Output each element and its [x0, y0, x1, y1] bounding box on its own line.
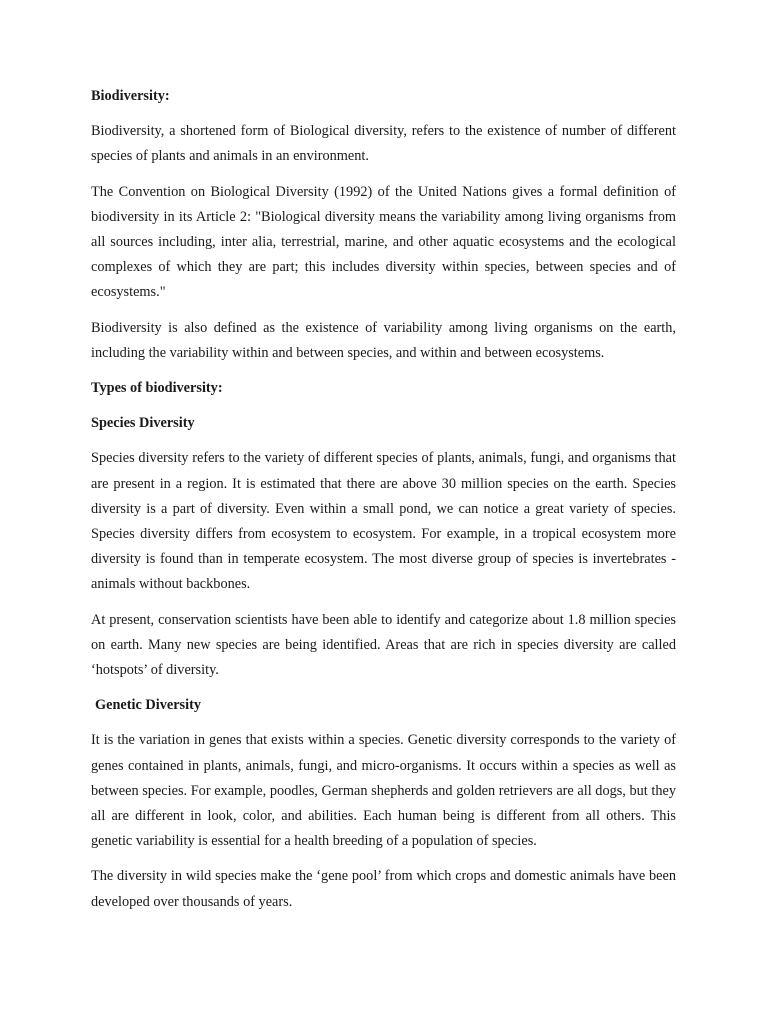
paragraph-gene-pool: The diversity in wild species make the ‘gene pool’ from which crops and domestic animals have been developed over thousands of years. — [91, 868, 676, 910]
section-heading-genetic-diversity: Genetic Diversity — [95, 697, 201, 714]
section-heading-types: Types of biodiversity: — [91, 380, 223, 397]
paragraph-species-diversity: Species diversity refers to the variety of different species of plants, animals, fungi, and organisms that are present in a region. It is estimated that there are above 30 million species on the earth. Species diversity is a part of diversity. Even within a small pond, we can notice a great variety of species. Species diversity differs from ecosystem to ecosystem. For example, in a tropical ecosystem more diversity is found than in temperate ecosystem. The most diverse group of species is invertebrates - animals without backbones. — [91, 450, 676, 593]
paragraph-variability-definition: Biodiversity is also defined as the existence of variability among living organisms on the earth, including the variability within and between species, and within and between ecosystems. — [91, 319, 676, 361]
paragraph-convention-definition: The Convention on Biological Diversity (1992) of the United Nations gives a formal definition of biodiversity in its Article 2: "Biological diversity means the variability among living organisms from all sources including, inter alia, terrestrial, marine, and other aquatic ecosystems and the ecological complexes of which they are part; this includes diversity within species, between species and of ecosystems." — [91, 183, 676, 301]
paragraph-biodiversity-definition: Biodiversity, a shortened form of Biological diversity, refers to the existence of number of different species of plants and animals in an environment. — [91, 123, 676, 165]
paragraph-genetic-diversity: It is the variation in genes that exists within a species. Genetic diversity corresponds to the variety of genes contained in plants, animals, fungi, and micro-organisms. It occurs within a species as well as between species. For example, poodles, German shepherds and golden retrievers are all dogs, but they all are different in look, color, and abilities. Each human being is different from all others. This genetic variability is essential for a health breeding of a population of species. — [91, 732, 676, 850]
section-heading-species-diversity: Species Diversity — [91, 415, 195, 432]
document-page — [91, 84, 676, 925]
paragraph-species-count: At present, conservation scientists have been able to identify and categorize about 1.8 million species on earth. Many new species are being identified. Areas that are rich in species diversity are called ‘hotspots’ of diversity. — [91, 611, 676, 679]
section-heading-biodiversity: Biodiversity: — [91, 88, 170, 104]
